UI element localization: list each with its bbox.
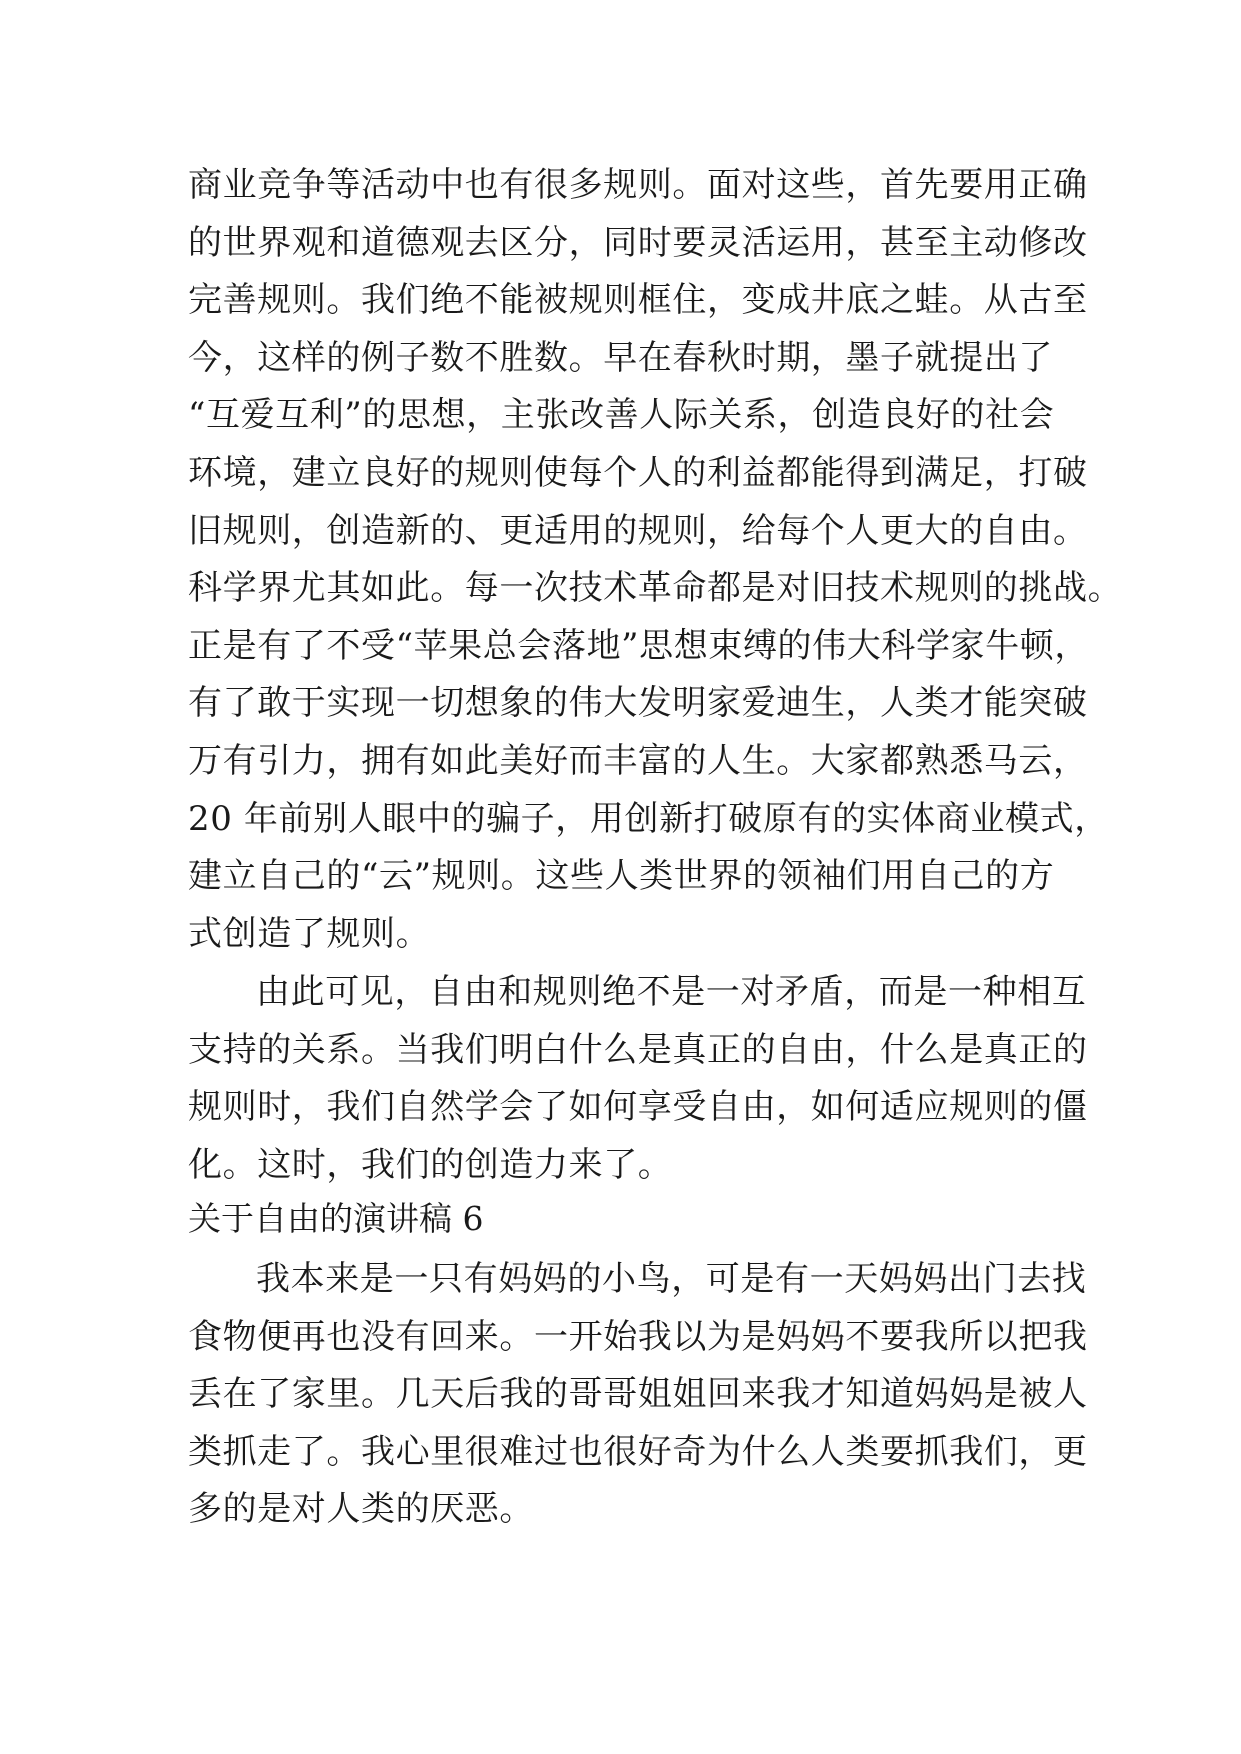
text-line: 有了敢于实现一切想象的伟大发明家爱迪生，人类才能突破 <box>188 683 1088 724</box>
text-line: 商业竞争等活动中也有很多规则。面对这些，首先要用正确 <box>188 165 1088 205</box>
text-line: 丢在了家里。几天后我的哥哥姐姐回来我才知道妈妈是被人 <box>188 1374 1088 1415</box>
text-line: 由此可见，自由和规则绝不是一对矛盾，而是一种相互 <box>256 972 1087 1012</box>
paragraph-rules-examples <box>188 157 1123 963</box>
text-line: 类抓走了。我心里很难过也很好奇为什么人类要抓我们，更 <box>188 1431 1088 1472</box>
text-line: 20 年前别人眼中的骗子，用创新打破原有的实体商业模式， <box>188 798 1109 839</box>
text-line: 式创造了规则。 <box>188 913 431 954</box>
text-line: 正是有了不受“苹果总会落地”思想束缚的伟大科学家牛顿， <box>188 625 1089 666</box>
text-line: “互爱互利”的思想，主张改善人际关系，创造良好的社会 <box>188 395 1055 436</box>
section-heading: 关于自由的演讲稿 6 <box>188 1199 484 1238</box>
text-line: 支持的关系。当我们明白什么是真正的自由，什么是真正的 <box>188 1029 1088 1070</box>
text-line: 建立自己的“云”规则。这些人类世界的领袖们用自己的方 <box>188 856 1055 897</box>
text-line: 的世界观和道德观去区分，同时要灵活运用，甚至主动修改 <box>188 222 1088 263</box>
text-line: 多的是对人类的厌恶。 <box>188 1489 534 1530</box>
text-line: 今，这样的例子数不胜数。早在春秋时期，墨子就提出了 <box>188 337 1053 378</box>
text-line: 科学界尤其如此。每一次技术革命都是对旧技术规则的挑战。 <box>188 568 1123 609</box>
paragraph-bird-story <box>188 1251 1088 1539</box>
text-line: 化。这时，我们的创造力来了。 <box>188 1144 673 1185</box>
text-line: 环境，建立良好的规则使每个人的利益都能得到满足，打破 <box>188 452 1088 493</box>
text-line: 食物便再也没有回来。一开始我以为是妈妈不要我所以把我 <box>188 1316 1088 1357</box>
paragraph-conclusion <box>188 964 1088 1194</box>
text-line: 旧规则，创造新的、更适用的规则，给每个人更大的自由。 <box>188 510 1088 551</box>
text-line: 我本来是一只有妈妈的小鸟，可是有一天妈妈出门去找 <box>256 1259 1087 1299</box>
text-line: 完善规则。我们绝不能被规则框住，变成井底之蛙。从古至 <box>188 280 1088 321</box>
text-line: 规则时，我们自然学会了如何享受自由，如何适应规则的僵 <box>188 1087 1088 1128</box>
text-line: 万有引力，拥有如此美好而丰富的人生。大家都熟悉马云， <box>188 740 1088 781</box>
